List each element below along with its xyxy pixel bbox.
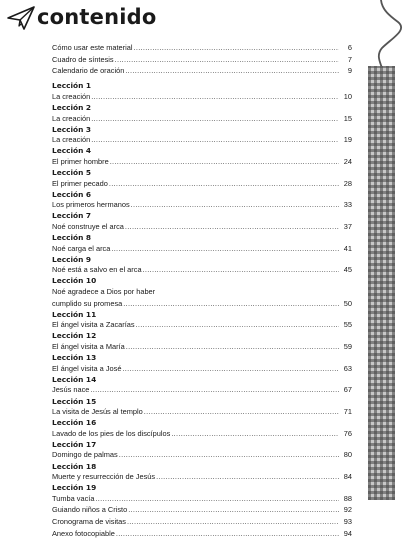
toc-entry-title: cumplido su promesa xyxy=(52,298,123,308)
toc-entry-title: La creación xyxy=(52,135,91,145)
toc-entry xyxy=(52,471,352,483)
toc-page-number: 80 xyxy=(343,450,352,460)
lesson-heading: Lección 6 xyxy=(52,189,92,199)
toc-entry-title: La creación xyxy=(52,91,91,101)
toc-entry-title: Noé carga el arca xyxy=(52,243,111,253)
toc-entry xyxy=(52,178,352,190)
lesson-heading: Lección 14 xyxy=(52,374,97,384)
lesson-heading: Lección 16 xyxy=(52,418,97,428)
dot-leader xyxy=(119,449,339,461)
toc-entry-title: Noé está a salvo en el arca xyxy=(52,265,142,275)
dot-leader xyxy=(95,493,339,505)
lesson-heading: Lección 12 xyxy=(52,331,97,341)
toc-page-number: 6 xyxy=(347,43,352,52)
dot-leader xyxy=(111,243,339,255)
toc-page-number: 28 xyxy=(343,178,352,188)
toc-page-number: 37 xyxy=(343,222,352,231)
lesson-heading: Lección 18 xyxy=(52,461,97,471)
lesson-heading: Lección 3 xyxy=(52,124,92,134)
dot-leader xyxy=(123,298,339,310)
dot-leader xyxy=(90,384,339,396)
toc-page-number: 24 xyxy=(343,156,352,166)
lesson-heading: Lección 19 xyxy=(52,483,97,493)
toc-entry-title: Calendario de oración xyxy=(52,66,125,76)
dot-leader xyxy=(143,264,339,276)
toc-entry xyxy=(52,528,352,539)
lesson-heading: Lección 7 xyxy=(52,211,92,221)
toc-entry-title: Noé construye el arca xyxy=(52,222,124,231)
lesson-heading: Lección 11 xyxy=(52,309,97,319)
toc-entry xyxy=(52,221,352,233)
toc-entry-title: Los primeros hermanos xyxy=(52,200,130,210)
dot-leader xyxy=(127,516,339,528)
toc-entry xyxy=(52,199,352,211)
page-title: contenido xyxy=(37,5,157,29)
toc-entry xyxy=(52,406,352,418)
toc-page-number: 41 xyxy=(343,243,352,253)
toc-entry-title: El ángel visita a María xyxy=(52,342,125,352)
dot-leader xyxy=(171,428,339,440)
table-of-contents xyxy=(52,42,352,539)
page-header xyxy=(6,4,206,34)
toc-entry-title: Cuadro de síntesis xyxy=(52,54,114,64)
toc-entry xyxy=(52,243,352,255)
toc-page-number: 50 xyxy=(343,298,352,308)
lesson-heading: Lección 15 xyxy=(52,396,97,406)
toc-page-number: 59 xyxy=(343,342,352,352)
dot-leader xyxy=(115,54,339,66)
toc-entry-title: Lavado de los pies de los discípulos xyxy=(52,428,171,438)
toc-entry-title: Jesús nace xyxy=(52,385,90,395)
toc-entry xyxy=(52,363,352,375)
toc-page-number: 55 xyxy=(343,320,352,330)
toc-page-number: 19 xyxy=(343,135,352,145)
dot-leader xyxy=(91,134,339,146)
toc-page-number: 45 xyxy=(343,265,352,275)
toc-entry xyxy=(52,264,352,276)
toc-entry-title: Cronograma de visitas xyxy=(52,517,126,527)
toc-entry-title: El primer hombre xyxy=(52,156,109,166)
lesson-heading: Lección 2 xyxy=(52,102,92,112)
toc-entry-line xyxy=(52,286,352,298)
toc-entry xyxy=(52,449,352,461)
toc-page-number: 10 xyxy=(343,91,352,101)
toc-entry-title: Anexo fotocopiable xyxy=(52,528,115,538)
lesson-heading: Lección 17 xyxy=(52,439,97,449)
dot-leader xyxy=(134,42,339,54)
toc-page-number: 7 xyxy=(347,54,352,64)
dot-leader xyxy=(110,156,339,168)
toc-entry-title: El ángel visita a José xyxy=(52,363,122,373)
toc-entry xyxy=(52,65,352,77)
dot-leader xyxy=(156,471,339,483)
lesson-heading: Lección 10 xyxy=(52,276,97,286)
toc-page-number: 94 xyxy=(343,528,352,538)
lesson-heading: Lección 8 xyxy=(52,233,92,243)
toc-entry xyxy=(52,134,352,146)
toc-page-number: 88 xyxy=(343,493,352,503)
dot-leader xyxy=(122,363,339,375)
paper-plane-icon xyxy=(6,5,36,31)
lesson-heading: Lección 4 xyxy=(52,146,92,156)
dot-leader xyxy=(128,504,339,516)
dot-leader xyxy=(136,319,339,331)
dot-leader xyxy=(109,178,339,190)
toc-entry-title: Tumba vacía xyxy=(52,493,95,503)
lesson-heading: Lección 13 xyxy=(52,353,97,363)
toc-page-number: 84 xyxy=(343,472,352,482)
toc-page-number: 9 xyxy=(347,66,352,76)
dot-leader xyxy=(125,65,339,77)
toc-page-number: 76 xyxy=(343,428,352,438)
toc-page-number: 15 xyxy=(343,113,352,123)
toc-entry-title: La creación xyxy=(52,113,91,123)
toc-page-number: 71 xyxy=(343,407,352,417)
toc-entry-title: Domingo de palmas xyxy=(52,450,118,460)
dot-leader xyxy=(116,528,339,539)
toc-entry-title: La visita de Jesús al templo xyxy=(52,407,143,417)
gingham-bookmark-ribbon xyxy=(368,66,395,500)
dot-leader xyxy=(131,199,339,211)
toc-entry xyxy=(52,42,352,54)
toc-page-number: 33 xyxy=(343,200,352,210)
toc-entry xyxy=(52,504,352,516)
toc-entry-title: El ángel visita a Zacarías xyxy=(52,320,135,330)
lesson-heading: Lección 1 xyxy=(52,81,92,91)
toc-entry-title: Cómo usar este material xyxy=(52,43,133,52)
toc-page-number: 92 xyxy=(343,505,352,515)
toc-entry xyxy=(52,156,352,168)
dot-leader xyxy=(91,113,339,125)
toc-entry-title: Guiando niños a Cristo xyxy=(52,505,128,515)
toc-entry xyxy=(52,54,352,66)
toc-entry xyxy=(52,428,352,440)
dot-leader xyxy=(144,406,339,418)
dot-leader xyxy=(125,221,339,233)
toc-page-number: 93 xyxy=(343,517,352,527)
dot-leader xyxy=(126,341,339,353)
toc-entry xyxy=(52,91,352,103)
toc-entry xyxy=(52,298,352,310)
toc-page-number: 67 xyxy=(343,385,352,395)
lesson-heading: Lección 9 xyxy=(52,254,92,264)
dot-leader xyxy=(91,91,339,103)
toc-entry xyxy=(52,319,352,331)
toc-entry xyxy=(52,516,352,528)
toc-entry xyxy=(52,341,352,353)
toc-page-number: 63 xyxy=(343,363,352,373)
toc-entry-title: El primer pecado xyxy=(52,178,108,188)
toc-entry-title: Muerte y resurrección de Jesús xyxy=(52,472,156,482)
toc-entry xyxy=(52,493,352,505)
toc-entry xyxy=(52,113,352,125)
lesson-heading: Lección 5 xyxy=(52,168,92,178)
toc-entry xyxy=(52,384,352,396)
toc-entry-title: Noé agradece a Dios por haber xyxy=(52,287,156,297)
